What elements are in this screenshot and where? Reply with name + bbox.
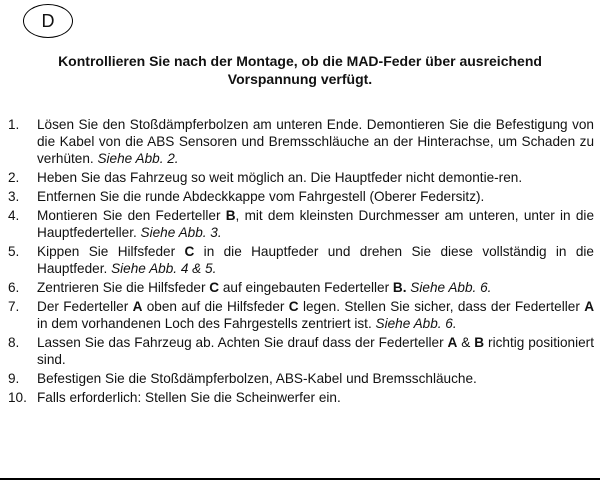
- step-number: 9.: [8, 371, 20, 386]
- figure-reference: Siehe Abb. 3.: [140, 225, 222, 240]
- section-badge: [23, 4, 73, 38]
- step-number: 7.: [8, 299, 20, 314]
- step-number: 2.: [8, 170, 20, 185]
- step-text-segment: Lösen Sie den Stoßdämpferbolzen am unteren Ende. Demontieren Sie die Befestigung von die Kabel von die ABS Sensoren und Bremsschläuche an der Hinterachse, um Schaden zu verhüten.: [37, 117, 594, 166]
- step-text-segment: in die Hauptfeder und drehen Sie diese vollständig in die Hauptfeder.: [37, 244, 594, 276]
- title-line-1: Kontrollieren Sie nach der Montage, ob die MAD-Feder über ausreichend: [58, 53, 542, 69]
- step-item: [0, 188, 600, 205]
- step-text: [37, 189, 484, 204]
- step-number: 3.: [8, 189, 20, 204]
- step-text-segment: Der Federteller: [37, 299, 133, 314]
- part-label: A: [447, 335, 458, 350]
- part-label: C: [288, 299, 299, 314]
- step-text: [37, 117, 594, 166]
- step-text: [37, 299, 594, 331]
- step-item: [0, 243, 600, 277]
- step-text-segment: , mit dem kleinsten Durchmesser am unteren, unter in die Hauptfederteller.: [37, 208, 595, 240]
- figure-reference: Siehe Abb. 6.: [375, 316, 457, 331]
- step-number: 5.: [8, 244, 20, 259]
- step-item: [0, 298, 600, 332]
- step-text-segment: Montieren Sie den Federteller: [37, 208, 226, 223]
- step-item: [0, 389, 600, 406]
- step-text-segment: Zentrieren Sie die Hilfsfeder: [37, 280, 210, 295]
- figure-reference: Siehe Abb. 4 & 5.: [111, 261, 217, 276]
- step-item: [0, 169, 600, 186]
- figure-reference: Siehe Abb. 2.: [97, 151, 179, 166]
- step-text: [37, 170, 522, 185]
- step-item: [0, 370, 600, 387]
- steps-list: [0, 116, 600, 408]
- page-title: [0, 52, 600, 88]
- step-text-segment: legen. Stellen Sie sicher, dass der Federteller: [298, 299, 585, 314]
- step-item: [0, 334, 600, 368]
- title-line-2: Vorspannung verfügt.: [227, 71, 373, 87]
- step-text-segment: auf eingebauten Federteller: [219, 280, 393, 295]
- step-text-segment: in dem vorhandenen Loch des Fahrgestells zentriert ist.: [37, 316, 376, 331]
- step-text: [37, 244, 594, 276]
- step-text: [37, 390, 341, 405]
- part-label: C: [184, 244, 195, 259]
- section-letter: D: [41, 10, 55, 31]
- part-label: C: [209, 280, 220, 295]
- step-text-segment: Kippen Sie Hilfsfeder: [37, 244, 185, 259]
- step-text-segment: Befestigen Sie die Stoßdämpferbolzen, ABS-Kabel und Bremsschläuche.: [37, 371, 477, 386]
- step-text: [37, 371, 477, 386]
- step-number: 6.: [8, 280, 20, 295]
- step-text: [37, 280, 491, 295]
- part-label: A: [584, 299, 595, 314]
- step-number: 8.: [8, 335, 20, 350]
- step-text-segment: Falls erforderlich: Stellen Sie die Scheinwerfer ein.: [37, 390, 341, 405]
- step-item: [0, 116, 600, 167]
- part-label: B: [474, 335, 485, 350]
- step-item: [0, 279, 600, 296]
- step-text: [37, 208, 594, 240]
- step-text-segment: Lassen Sie das Fahrzeug ab. Achten Sie drauf dass der Federteller: [37, 335, 448, 350]
- step-text-segment: richtig positioniert sind.: [37, 335, 594, 367]
- step-item: [0, 207, 600, 241]
- step-text-segment: Heben Sie das Fahrzeug so weit möglich an. Die Hauptfeder nicht demontie-ren.: [37, 170, 523, 185]
- step-text: [37, 335, 594, 367]
- step-text-segment: &: [457, 335, 475, 350]
- part-label: B: [225, 208, 236, 223]
- figure-reference: Siehe Abb. 6.: [410, 280, 492, 295]
- step-number: 4.: [8, 208, 20, 223]
- step-number: 1.: [8, 117, 20, 132]
- part-label: B.: [392, 280, 407, 295]
- step-number: 10.: [8, 390, 27, 405]
- step-text-segment: Entfernen Sie die runde Abdeckkappe vom Fahrgestell (Oberer Federsitz).: [37, 189, 485, 204]
- step-text-segment: oben auf die Hilfsfeder: [142, 299, 289, 314]
- part-label: A: [132, 299, 143, 314]
